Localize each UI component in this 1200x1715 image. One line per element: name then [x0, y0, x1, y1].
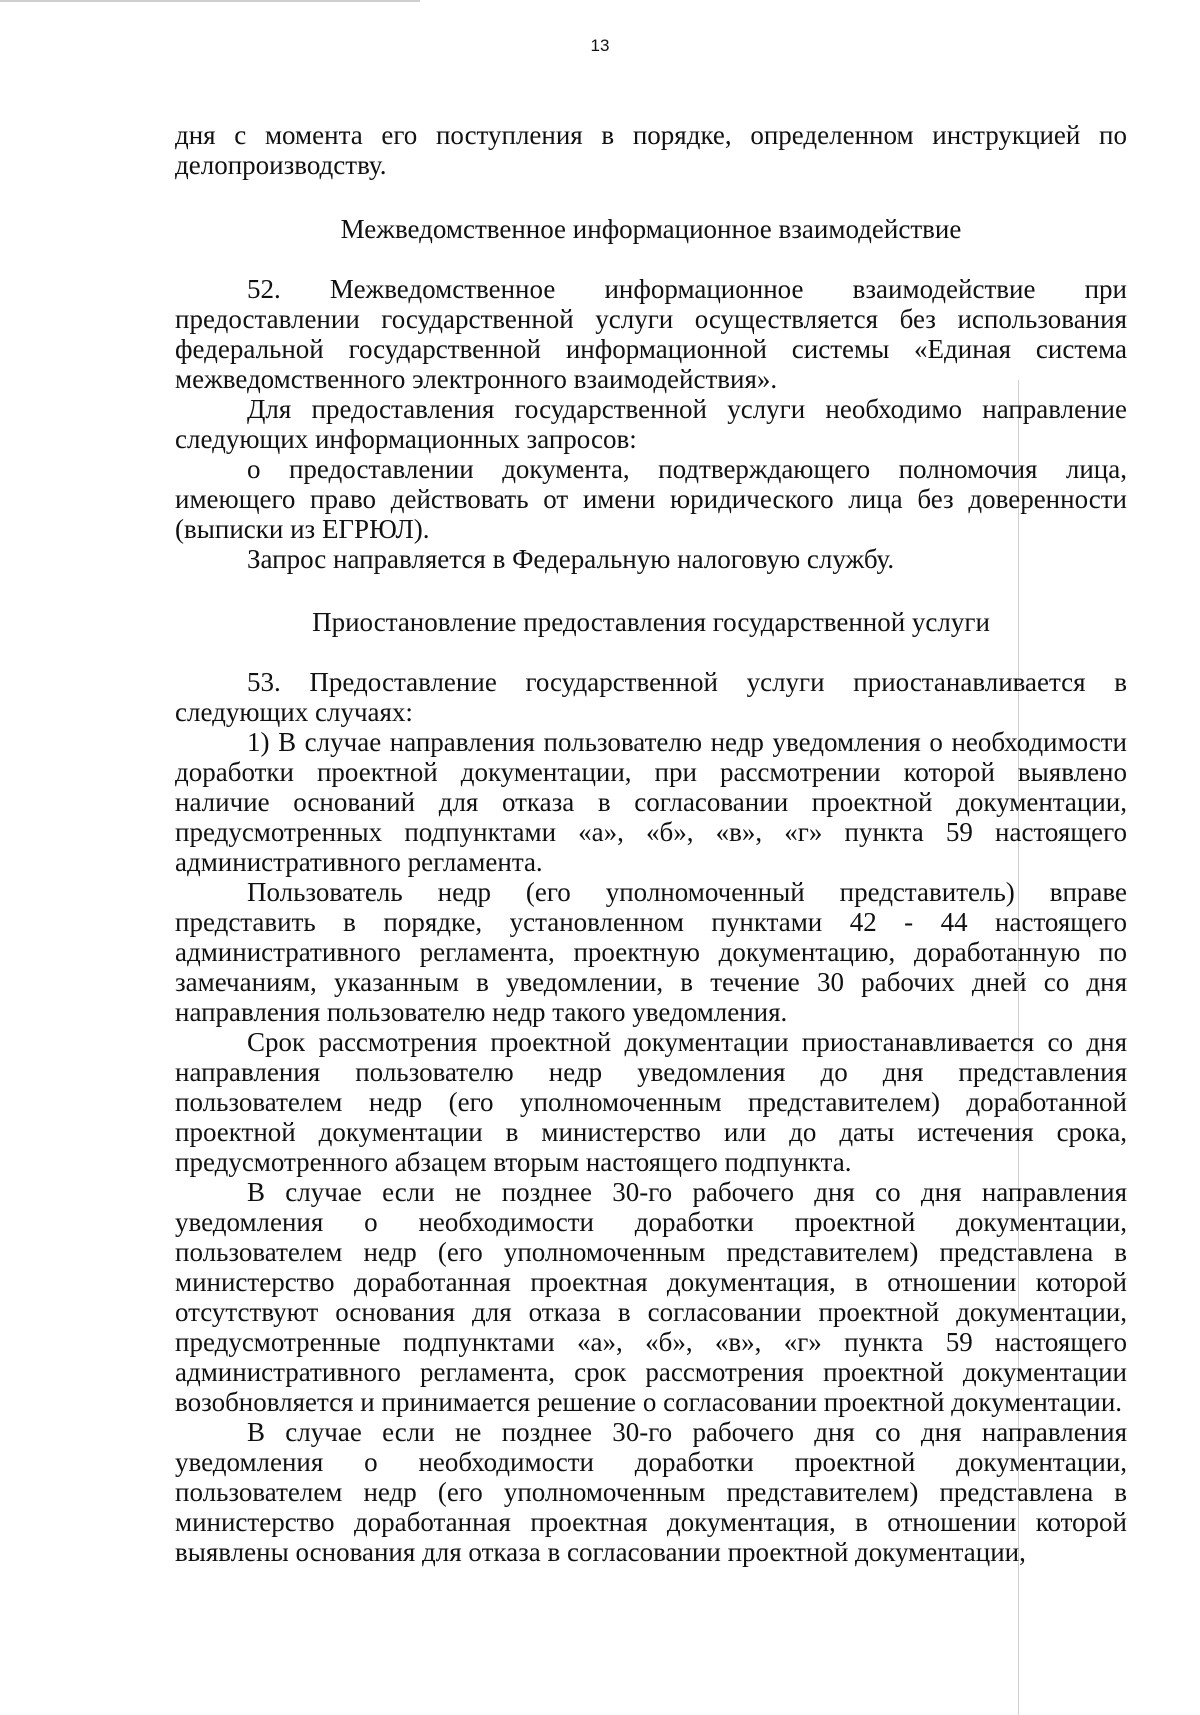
document-body — [175, 120, 1127, 1567]
paragraph-request-recipient: Запрос направляется в Федеральную налоговую службу. — [247, 544, 895, 574]
page-number: 13 — [590, 36, 610, 55]
paragraph-53-item-1: 1) В случае направления пользователю недр уведомления о необходимости доработки проектной документации, при рассмотрении которой выявлено наличие оснований для отказа в согласовании проектной документации, предусмотренных подпунктами «а», «б», «в», «г» пункта 59 настоящего административного регламента. — [175, 727, 1127, 877]
paragraph-term-suspension: Срок рассмотрения проектной документации приостанавливается со дня направления пользователю недр уведомления до дня представления пользователем недр (его уполномоченным представителем) доработанной проектной документации в министерство или до даты истечения срока, предусмотренного абзацем вторым настоящего подпункта. — [175, 1027, 1127, 1177]
paragraph-53: 53. Предоставление государственной услуги приостанавливается в следующих случаях: — [175, 667, 1127, 727]
paragraph-requests-intro: Для предоставления государственной услуги необходимо направление следующих информационных запросов: — [175, 394, 1127, 454]
section-heading-interagency: Межведомственное информационное взаимодействие — [340, 214, 962, 244]
section-heading-suspension: Приостановление предоставления государственной услуги — [312, 607, 990, 637]
continuation-paragraph: дня с момента его поступления в порядке, определенном инструкцией по делопроизводству. — [175, 120, 1127, 180]
scan-artifact-top — [0, 0, 420, 2]
paragraph-request-item: о предоставлении документа, подтверждающего полномочия лица, имеющего право действовать от имени юридического лица без доверенности (выписки из ЕГРЮЛ). — [175, 454, 1127, 544]
paragraph-case-grounds-found: В случае если не позднее 30-го рабочего дня со дня направления уведомления о необходимости доработки проектной документации, пользователем недр (его уполномоченным представителем) представлена в министерство доработанная проектная документация, в отношении которой выявлены основания для отказа в согласовании проектной документации, — [175, 1417, 1127, 1567]
paragraph-case-no-grounds: В случае если не позднее 30-го рабочего дня со дня направления уведомления о необходимости доработки проектной документации, пользователем недр (его уполномоченным представителем) представлена в министерство доработанная проектная документация, в отношении которой отсутствуют основания для отказа в согласовании проектной документации, предусмотренные подпунктами «а», «б», «в», «г» пункта 59 настоящего административного регламента, срок рассмотрения проектной документации возобновляется и принимается решение о согласовании проектной документации. — [175, 1177, 1127, 1417]
paragraph-52: 52. Межведомственное информационное взаимодействие при предоставлении государственной услуги осуществляется без использования федеральной государственной информационной системы «Единая система межведомственного электронного взаимодействия». — [175, 274, 1127, 394]
paragraph-user-right: Пользователь недр (его уполномоченный представитель) вправе представить в порядке, установленном пунктами 42 - 44 настоящего административного регламента, проектную документацию, доработанную по замечаниям, указанным в уведомлении, в течение 30 рабочих дней со дня направления пользователю недр такого уведомления. — [175, 877, 1127, 1027]
